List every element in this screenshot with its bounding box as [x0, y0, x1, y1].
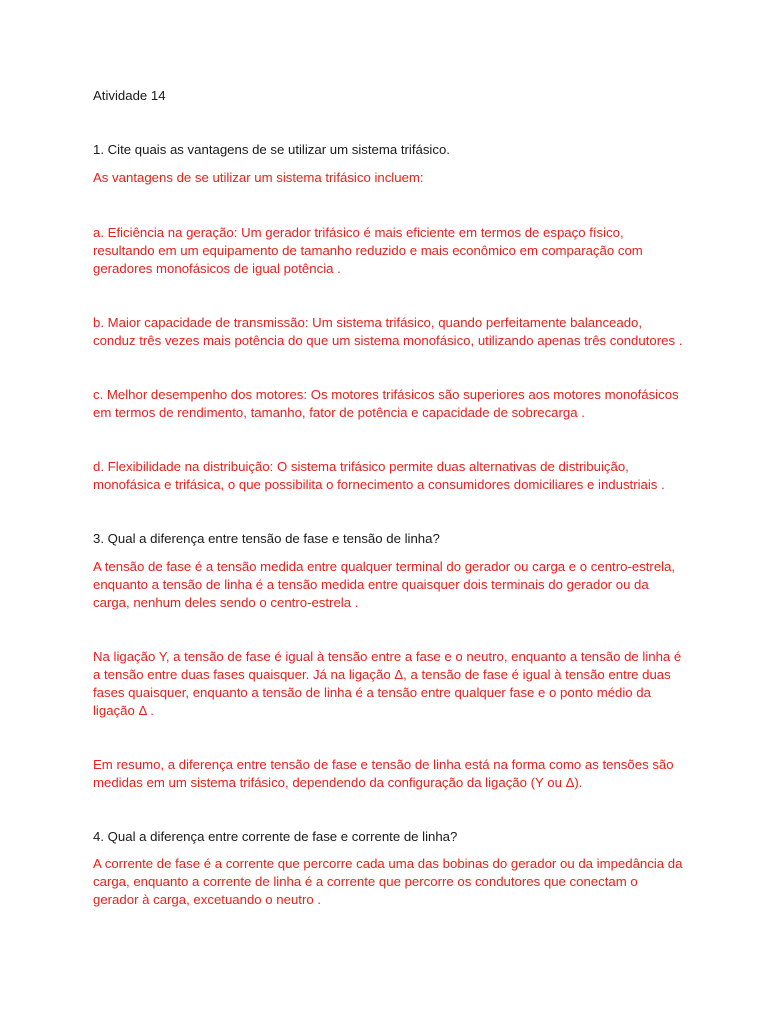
answer-1-item-d: d. Flexibilidade na distribuição: O sistema trifásico permite duas alternativas de distribuição, monofásica e trifásica, o que possibilita o fornecimento a consumidores domiciliares e industriais . — [93, 459, 665, 492]
answer-1-intro: As vantagens de se utilizar um sistema trifásico incluem: — [93, 170, 424, 185]
answer-3-paragraph-2: Na ligação Y, a tensão de fase é igual à tensão entre a fase e o neutro, enquanto a tensão de linha é a tensão entre duas fases quaisquer. Já na ligação Δ, a tensão de fase é igual à tensão entre duas fases quaisquer, enquanto a tensão de linha é a tensão entre qualquer fase e o ponto médio da ligação Δ . — [93, 649, 682, 718]
answer-3-paragraph-1: A tensão de fase é a tensão medida entre qualquer terminal do gerador ou carga e o centro-estrela, enquanto a tensão de linha é a tensão medida entre quaisquer dois terminais do gerador ou da carga, nenhum deles sendo o centro-estrela . — [93, 559, 676, 610]
answer-3-paragraph-3: Em resumo, a diferença entre tensão de fase e tensão de linha está na forma como as tensões são medidas em um sistema trifásico, dependendo da configuração da ligação (Y ou Δ). — [93, 757, 674, 790]
question-4: 4. Qual a diferença entre corrente de fase e corrente de linha? — [93, 829, 458, 844]
answer-1-item-c: c. Melhor desempenho dos motores: Os motores trifásicos são superiores aos motores monofásicos em termos de rendimento, tamanho, fator de potência e capacidade de sobrecarga . — [93, 387, 679, 420]
answer-1-item-a: a. Eficiência na geração: Um gerador trifásico é mais eficiente em termos de espaço físico, resultando em um equipamento de tamanho reduzido e mais econômico em comparação com geradores monofásicos de igual potência . — [93, 225, 643, 276]
answer-1-item-b: b. Maior capacidade de transmissão: Um sistema trifásico, quando perfeitamente balanceado, conduz três vezes mais potência do que um sistema monofásico, utilizando apenas três condutores . — [93, 315, 683, 348]
document-title: Atividade 14 — [93, 88, 166, 103]
answer-4-paragraph-1: A corrente de fase é a corrente que percorre cada uma das bobinas do gerador ou da impedância da carga, enquanto a corrente de linha é a corrente que percorre os condutores que conectam o gerador à carga, excetuando o neutro . — [93, 856, 683, 907]
question-1: 1. Cite quais as vantagens de se utilizar um sistema trifásico. — [93, 142, 450, 157]
question-3: 3. Qual a diferença entre tensão de fase e tensão de linha? — [93, 531, 440, 546]
